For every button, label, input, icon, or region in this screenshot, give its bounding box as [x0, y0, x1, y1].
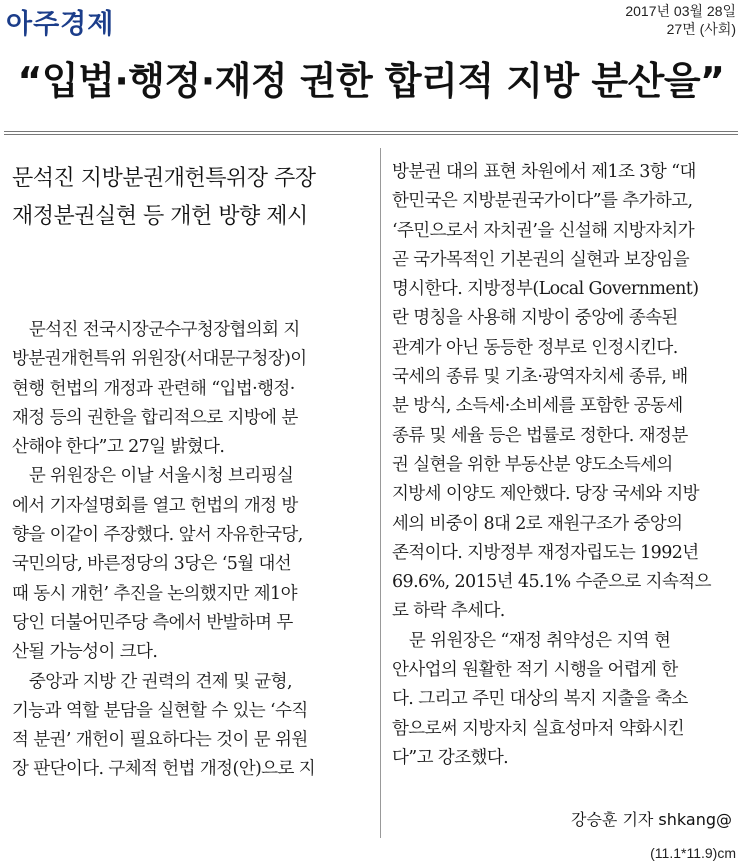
article-line: 국세의 종류 및 기초·광역자치세 종류, 배 — [392, 367, 688, 388]
newspaper-logo: 아주경제 — [6, 9, 115, 40]
column-divider — [380, 148, 381, 838]
article-line: ‘주민으로서 자치권’을 신설해 지방자치가 — [392, 220, 694, 241]
article-line: 에서 기자설명회를 열고 헌법의 개정 방 — [12, 495, 298, 516]
article-line: 다”고 강조했다. — [392, 747, 509, 768]
article-line: 국민의당, 바른정당의 3당은 ‘5월 대선 — [12, 554, 292, 575]
article-line: 명시한다. 지방정부(Local Government) — [392, 279, 699, 300]
article-line: 기능과 역할 분담을 실현할 수 있는 ‘수직 — [12, 700, 308, 721]
article-line: 방분권개헌특위 위원장(서대문구청장)이 — [12, 349, 307, 370]
article-line: 때 동시 개헌’ 추진을 논의했지만 제1야 — [12, 583, 297, 604]
subheadline-line: 재정분권실현 등 개헌 방향 제시 — [12, 204, 308, 229]
article-line: 권 실현을 위한 부동산분 양도소득세의 — [392, 454, 673, 475]
subheadline — [12, 160, 316, 236]
headline-rule — [4, 131, 738, 132]
article-line: 적 분권’ 개헌이 필요하다는 것이 문 위원 — [12, 730, 308, 751]
byline: 강승훈 기자 shkang@ — [570, 810, 732, 829]
article-column-right — [392, 158, 734, 773]
article-line: 분 방식, 소득세·소비세를 포함한 공동세 — [392, 396, 683, 417]
article-line: 존적이다. 지방정부 재정자립도는 1992년 — [392, 542, 699, 563]
article-line: 세의 비중이 8대 2로 재원구조가 중앙의 — [392, 513, 683, 534]
article-line: 함으로써 지방자치 실효성마저 약화시킨 — [392, 718, 685, 739]
article-line: 향을 이같이 주장했다. 앞서 자유한국당, — [12, 525, 303, 546]
article-line: 문석진 전국시장군수구청장협의회 지 — [12, 320, 300, 340]
article-line: 한민국은 지방분권국가이다”를 추가하고, — [392, 191, 693, 212]
headline: “입법·행정·재정 권한 합리적 지방 분산을” — [17, 59, 725, 103]
subheadline-line: 문석진 지방분권개헌특위장 주장 — [12, 166, 316, 191]
issue-date: 2017년 03월 28일 — [625, 3, 736, 19]
article-line: 안사업의 원활한 적기 시행을 어렵게 한 — [392, 660, 678, 681]
article-line: 관계가 아닌 동등한 정부로 인정시킨다. — [392, 337, 678, 358]
article-line: 산해야 한다”고 27일 밝혔다. — [12, 437, 225, 458]
headline-rule-secondary — [4, 134, 738, 135]
article-line: 69.6%, 2015년 45.1% 수준으로 지속적으 — [392, 572, 711, 593]
article-line: 문 위원장은 “재정 취약성은 지역 현 — [392, 630, 671, 651]
issue-meta — [625, 2, 736, 38]
article-line: 재정 등의 권한을 합리적으로 지방에 분 — [12, 407, 298, 428]
article-line: 란 명칭을 사용해 지방이 중앙에 종속된 — [392, 308, 678, 329]
article-line: 다. 그리고 주민 대상의 복지 지출을 축소 — [392, 689, 688, 710]
article-line: 곧 국가목적인 기본권의 실현과 보장임을 — [392, 249, 690, 270]
article-line: 문 위원장은 이날 서울시청 브리핑실 — [12, 466, 294, 487]
article-line: 산될 가능성이 크다. — [12, 642, 158, 663]
article-line: 현행 헌법의 개정과 관련해 “입법·행정· — [12, 378, 295, 399]
article-line: 당인 더불어민주당 측에서 반발하며 무 — [12, 612, 293, 633]
article-line: 장 판단이다. 구체적 헌법 개정(안)으로 지 — [12, 759, 316, 780]
article-line: 중앙과 지방 간 권력의 견제 및 균형, — [12, 671, 292, 692]
page-section: 27면 (사회) — [666, 21, 736, 37]
article-line: 로 하락 추세다. — [392, 601, 505, 622]
clipping-size: (11.1*11.9)cm — [650, 845, 736, 861]
article-line: 지방세 이양도 제안했다. 당장 국세와 지방 — [392, 484, 699, 505]
article-column-left — [12, 316, 376, 785]
article-line: 종류 및 세율 등은 법률로 정한다. 재정분 — [392, 425, 688, 446]
article-line: 방분권 대의 표현 차원에서 제1조 3항 “대 — [392, 162, 696, 182]
